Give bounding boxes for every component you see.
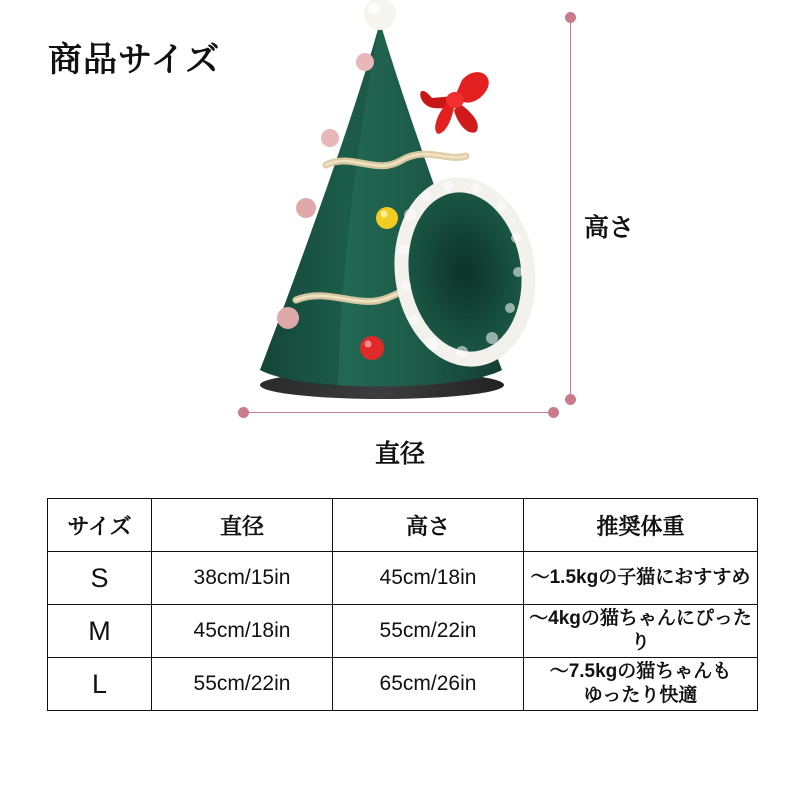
- diameter-dimension-line: [243, 412, 553, 413]
- cell-height-l: 65cm/26in: [333, 658, 524, 711]
- table-header-row: [48, 499, 758, 552]
- cell-size-m: M: [48, 605, 152, 658]
- cell-diameter-l: 55cm/22in: [152, 658, 333, 711]
- table-header-height: 高さ: [333, 499, 524, 552]
- cell-recommended-l-line1: 〜7.5kgの猫ちゃんも: [549, 661, 732, 683]
- cell-recommended-l-line2: ゆったり快適: [583, 685, 698, 706]
- height-dimension-label: 高さ: [584, 214, 635, 242]
- ornament-pink-3: [296, 198, 316, 218]
- ornament-pink-2: [321, 129, 339, 147]
- table-row: [48, 552, 758, 605]
- cell-recommended-s: 〜1.5kgの子猫におすすめ: [524, 552, 758, 605]
- table-header-diameter: 直径: [152, 499, 333, 552]
- table-row: [48, 605, 758, 658]
- diameter-dimension-label: 直径: [374, 440, 425, 468]
- height-dimension-cap-bottom: [565, 394, 576, 405]
- cell-recommended-m: 〜4kgの猫ちゃんにぴったり: [524, 605, 758, 658]
- cell-diameter-m: 45cm/18in: [152, 605, 333, 658]
- diameter-dimension-cap-right: [548, 407, 559, 418]
- product-illustration: [210, 0, 570, 400]
- ornament-red: [360, 336, 384, 360]
- cell-size-s: S: [48, 552, 152, 605]
- table-row: [48, 658, 758, 711]
- table-header-size: サイズ: [48, 499, 152, 552]
- ornament-yellow: [376, 207, 398, 229]
- cell-diameter-s: 38cm/15in: [152, 552, 333, 605]
- ornament-pink-1: [356, 53, 374, 71]
- ornament-pink-4: [277, 307, 299, 329]
- red-bow: [420, 72, 489, 134]
- size-table: [47, 498, 758, 711]
- page-title: 商品サイズ: [48, 41, 221, 79]
- height-dimension-line: [570, 14, 571, 400]
- cell-recommended-l: [524, 658, 758, 711]
- cell-height-s: 45cm/18in: [333, 552, 524, 605]
- cell-height-m: 55cm/22in: [333, 605, 524, 658]
- table-header-recommended: 推奨体重: [524, 499, 758, 552]
- christmas-tree-bed-graphic: [210, 0, 570, 400]
- cell-size-l: L: [48, 658, 152, 711]
